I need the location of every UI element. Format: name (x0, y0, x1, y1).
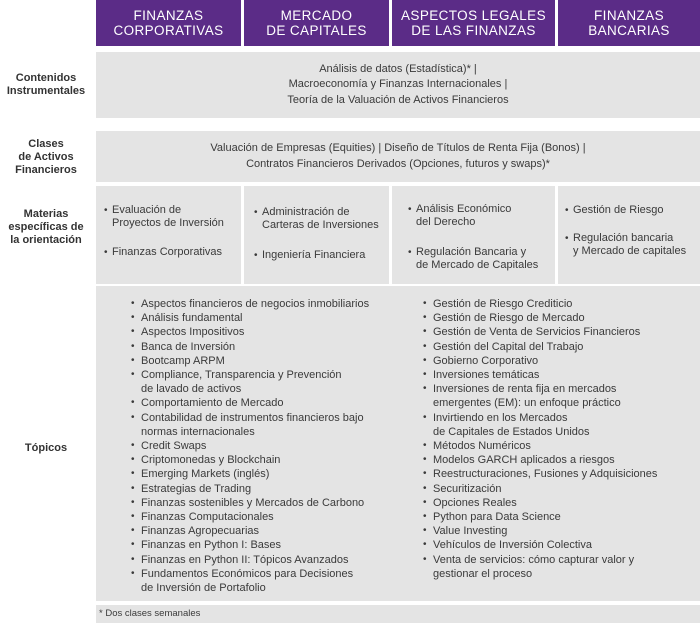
contenidos-line: Teoría de la Valuación de Activos Financieros (287, 93, 509, 106)
materia-item (254, 249, 365, 262)
materia-text: Análisis Económico (416, 203, 512, 215)
topic-text: Python para Data Science (433, 511, 561, 524)
row-label-line: Materias (23, 207, 69, 220)
topic-item (131, 482, 396, 496)
topic-item (423, 439, 693, 453)
topic-text: Modelos GARCH aplicados a riesgos (433, 454, 615, 467)
bullet-icon: • (565, 205, 569, 216)
header-col-line: BANCARIAS (588, 23, 670, 38)
topic-text: Gestión del Capital del Trabajo (433, 340, 584, 353)
bullet-icon: • (423, 369, 427, 381)
topic-text: Finanzas Agropecuarias (141, 525, 260, 538)
materia-text: Proyectos de Inversión (112, 217, 224, 229)
bullet-icon: • (423, 525, 427, 537)
bullet-icon: • (423, 482, 427, 494)
bullet-icon: • (408, 204, 412, 215)
topic-item (131, 368, 396, 396)
topic-item (131, 340, 396, 354)
topic-item (423, 453, 693, 467)
row-label-line: la orientación (10, 233, 82, 246)
topic-text: Banca de Inversión (141, 340, 236, 353)
topic-text: Emerging Markets (inglés) (141, 468, 270, 481)
row-label-contenidos (0, 54, 92, 116)
materias-cell-finanzas-corporativas (96, 186, 241, 284)
bullet-icon: • (131, 411, 135, 423)
topic-item (423, 297, 693, 311)
bullet-icon: • (423, 553, 427, 565)
topic-text: Contabilidad de instrumentos financieros bajo (141, 411, 364, 424)
footnote: * Dos clases semanales (96, 605, 700, 623)
bullet-icon: • (131, 454, 135, 466)
topic-item (131, 567, 396, 595)
header-col-line: CORPORATIVAS (113, 23, 224, 38)
topic-text: Opciones Reales (433, 496, 517, 509)
topics-list-right (423, 297, 693, 581)
bullet-icon: • (131, 312, 135, 324)
topic-text: Bootcamp ARPM (141, 354, 225, 367)
topic-item (131, 439, 396, 453)
topic-text: Securitización (433, 482, 502, 495)
bullet-icon: • (423, 298, 427, 309)
bullet-icon: • (423, 411, 427, 423)
materia-item (408, 203, 511, 229)
materias-cell-finanzas-bancarias (558, 186, 700, 284)
bullet-icon: • (131, 369, 135, 381)
row-label-line: Contenidos (15, 72, 77, 84)
clases-line: Valuación de Empresas (Equities) | Diseño de Títulos de Renta Fija (Bonos) | (210, 142, 586, 154)
topic-text: Finanzas en Python I: Bases (141, 539, 282, 552)
bullet-icon: • (423, 383, 427, 395)
materia-item (254, 206, 379, 232)
row-label-line: Instrumentales (6, 85, 86, 97)
bullet-icon: • (423, 539, 427, 551)
header-col-line: ASPECTOS LEGALES (401, 8, 546, 23)
topic-item (131, 297, 396, 311)
bullet-icon: • (254, 250, 258, 261)
topic-text: Criptomonedas y Blockchain (141, 454, 281, 467)
header-col-line: DE LAS FINANZAS (411, 23, 536, 38)
header-col-line: DE CAPITALES (266, 23, 367, 38)
bullet-icon: • (131, 326, 135, 338)
bullet-icon: • (423, 454, 427, 466)
bullet-icon: • (254, 207, 258, 218)
header-col-line: MERCADO (280, 8, 353, 23)
topic-text: de Inversión de Portafolio (141, 582, 266, 595)
topic-text: emergentes (EM): un enfoque práctico (433, 397, 621, 410)
bullet-icon: • (131, 539, 135, 551)
materias-cell-aspectos-legales (392, 186, 555, 284)
topic-item (423, 311, 693, 325)
topic-item (423, 354, 693, 368)
row-label-line: específicas de (8, 220, 84, 233)
topic-item (423, 482, 693, 496)
bullet-icon: • (131, 468, 135, 480)
materia-text: Regulación bancaria (573, 232, 674, 244)
topic-text: Gestión de Riesgo de Mercado (433, 312, 585, 325)
bullet-icon: • (423, 340, 427, 352)
topic-item (131, 510, 396, 524)
bullet-icon: • (423, 496, 427, 508)
topic-item (131, 311, 396, 325)
topic-text: Credit Swaps (141, 440, 207, 453)
topic-text: Aspectos financieros de negocios inmobiliarios (141, 298, 370, 310)
header-col-line: FINANZAS (594, 8, 664, 23)
topic-item (423, 510, 693, 524)
row-label-line: Clases (28, 137, 64, 150)
topic-text: Value Investing (433, 525, 508, 538)
topic-text: Inversiones temáticas (433, 369, 540, 382)
contenidos-line: Análisis de datos (Estadística)* | (319, 62, 477, 75)
bullet-icon: • (131, 397, 135, 409)
materia-text: Regulación Bancaria y (416, 246, 527, 258)
bullet-icon: • (565, 233, 569, 244)
topic-text: Finanzas Computacionales (141, 511, 274, 524)
bullet-icon: • (131, 511, 135, 523)
topic-text: Finanzas en Python II: Tópicos Avanzados (141, 553, 349, 566)
header-col-finanzas-corporativas (96, 0, 241, 46)
topic-item (423, 496, 693, 510)
bullet-icon: • (423, 326, 427, 338)
topic-item (131, 553, 396, 567)
topic-item (131, 453, 396, 467)
row-label-line: de Activos (18, 150, 74, 163)
bullet-icon: • (131, 567, 135, 579)
topic-text: de lavado de activos (141, 383, 242, 396)
topic-item (423, 411, 693, 439)
materia-item (565, 232, 686, 258)
bullet-icon: • (423, 354, 427, 366)
materia-text: Administración de (262, 206, 350, 218)
topic-text: Estrategias de Trading (141, 482, 252, 495)
contenidos-line: Macroeconomía y Finanzas Internacionales | (288, 78, 508, 91)
topic-item (423, 538, 693, 552)
materia-item (104, 204, 224, 230)
bullet-icon: • (131, 496, 135, 508)
materia-text: Evaluación de (112, 204, 182, 216)
row-label-materias (0, 202, 92, 252)
materia-text: de Mercado de Capitales (416, 259, 539, 271)
topic-item (131, 325, 396, 339)
bullet-icon: • (131, 340, 135, 352)
topic-item (423, 382, 693, 410)
header-col-aspectos-legales (392, 0, 555, 46)
topic-item (131, 496, 396, 510)
topic-item (131, 411, 396, 439)
topic-text: Vehículos de Inversión Colectiva (433, 539, 592, 552)
bullet-icon: • (423, 312, 427, 324)
topics-list-left (131, 297, 396, 595)
topic-text: de Capitales de Estados Unidos (433, 425, 590, 438)
topic-text: Aspectos Impositivos (141, 326, 245, 339)
topic-text: Fundamentos Económicos para Decisiones (141, 567, 354, 580)
materia-text: Finanzas Corporativas (112, 246, 223, 258)
topic-item (131, 396, 396, 410)
topic-item (131, 467, 396, 481)
materia-text: Ingeniería Financiera (262, 249, 366, 261)
materias-cell-mercado-de-capitales (244, 186, 389, 284)
materia-item (408, 246, 538, 272)
topic-text: Finanzas sostenibles y Mercados de Carbono (141, 496, 365, 509)
topic-text: Venta de servicios: cómo capturar valor y (433, 553, 635, 566)
topic-text: Invirtiendo en los Mercados (433, 411, 568, 424)
bullet-icon: • (131, 354, 135, 366)
topic-item (423, 467, 693, 481)
topic-text: Comportamiento de Mercado (141, 397, 284, 410)
bullet-icon: • (423, 440, 427, 452)
materia-item (104, 246, 222, 259)
topic-text: normas internacionales (141, 425, 255, 438)
header-col-mercado-de-capitales (244, 0, 389, 46)
bullet-icon: • (131, 482, 135, 494)
row-label-topicos (0, 440, 92, 456)
bullet-icon: • (104, 205, 108, 216)
materia-text: Carteras de Inversiones (262, 219, 379, 231)
materia-item (565, 204, 664, 217)
bullet-icon: • (131, 440, 135, 452)
clases-line: Contratos Financieros Derivados (Opciones, futuros y swaps)* (246, 157, 550, 170)
topic-text: Análisis fundamental (141, 312, 243, 325)
materia-text: Gestión de Riesgo (573, 204, 664, 216)
topic-text: Reestructuraciones, Fusiones y Adquisiciones (433, 468, 658, 481)
topic-item (423, 524, 693, 538)
bullet-icon: • (131, 525, 135, 537)
topic-text: gestionar el proceso (433, 567, 533, 580)
materia-text: del Derecho (416, 216, 476, 228)
topic-item (423, 553, 693, 581)
bullet-icon: • (131, 298, 135, 309)
row-label-line: Financieros (15, 163, 77, 176)
topic-item (131, 524, 396, 538)
topic-text: Gestión de Riesgo Crediticio (433, 298, 573, 310)
contenidos-panel (96, 52, 700, 118)
topic-item (423, 368, 693, 382)
header-col-finanzas-bancarias (558, 0, 700, 46)
topic-item (131, 538, 396, 552)
row-label-clases (0, 132, 92, 182)
topic-item (423, 325, 693, 339)
row-label-line: Tópicos (24, 441, 68, 454)
topic-text: Métodos Numéricos (433, 440, 531, 453)
bullet-icon: • (104, 247, 108, 258)
topic-item (423, 340, 693, 354)
topic-text: Gobierno Corporativo (433, 354, 539, 367)
clases-panel (96, 131, 700, 182)
materia-text: y Mercado de capitales (573, 245, 687, 257)
topic-text: Compliance, Transparencia y Prevención (141, 369, 342, 382)
bullet-icon: • (408, 247, 412, 258)
bullet-icon: • (131, 553, 135, 565)
bullet-icon: • (423, 468, 427, 480)
topic-text: Inversiones de renta fija en mercados (433, 383, 617, 396)
bullet-icon: • (423, 511, 427, 523)
header-col-line: FINANZAS (133, 8, 204, 23)
topic-text: Gestión de Venta de Servicios Financieros (433, 326, 641, 339)
topic-item (131, 354, 396, 368)
